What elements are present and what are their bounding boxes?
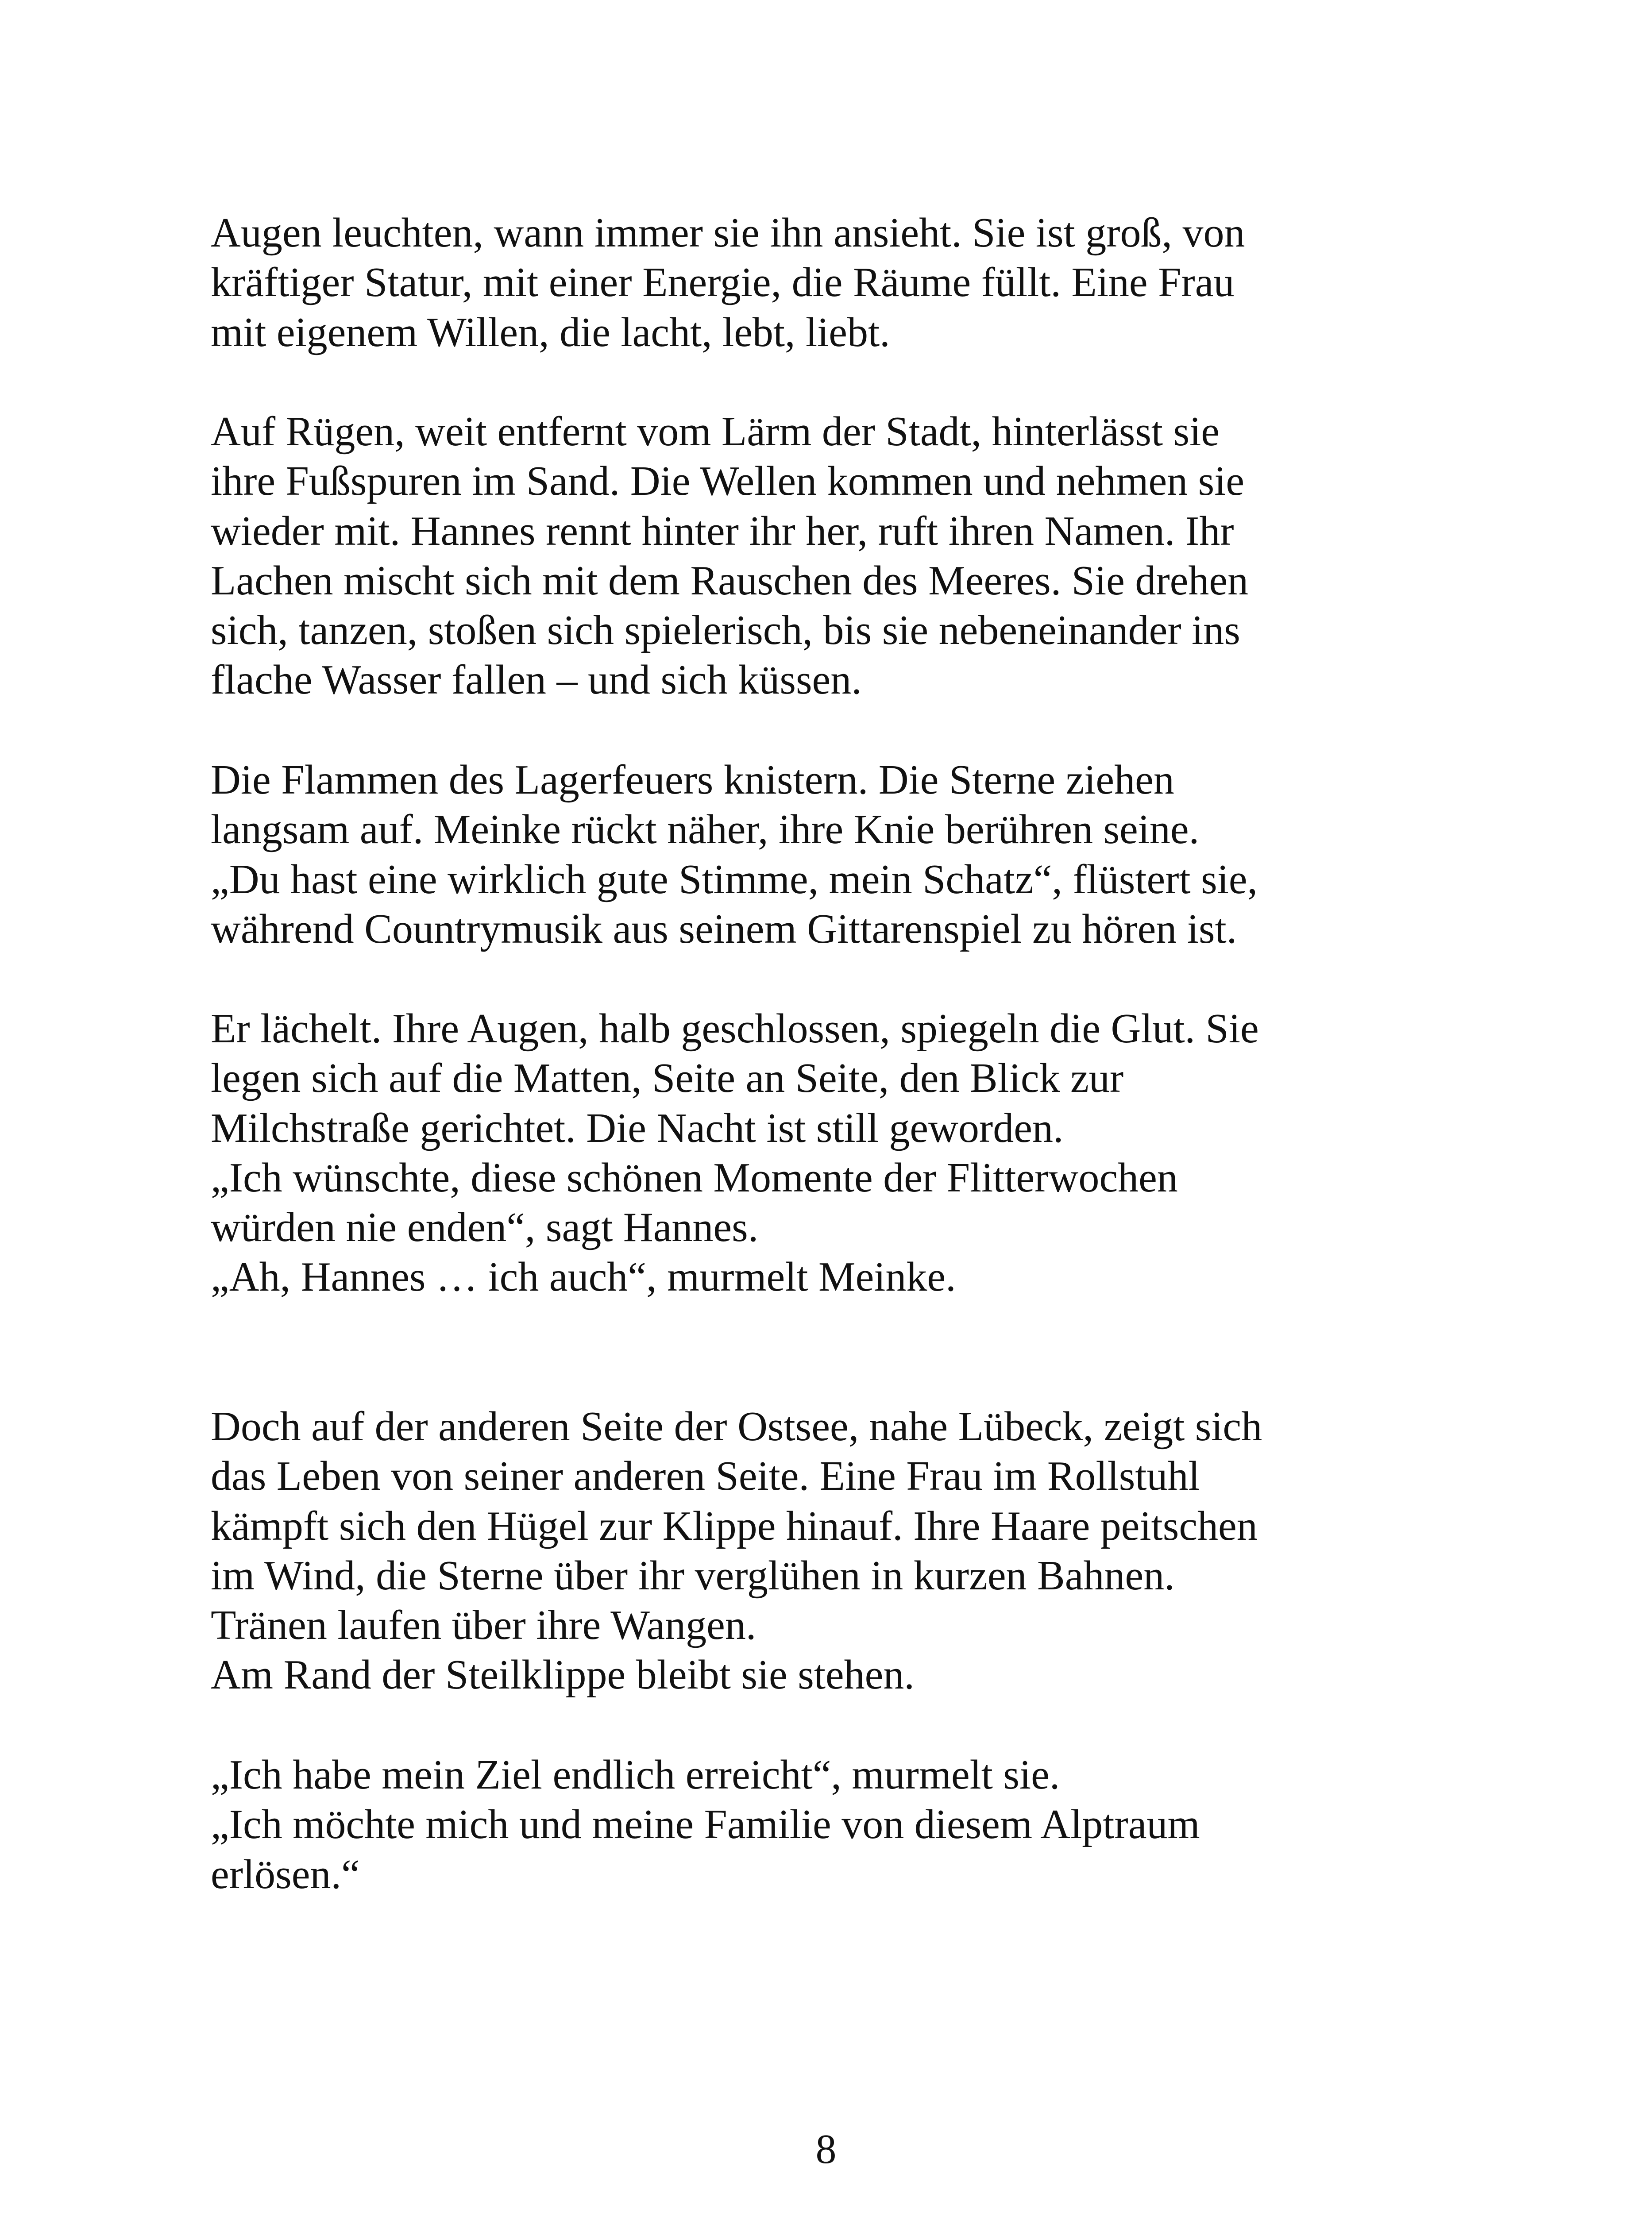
text-line: wieder mit. Hannes rennt hinter ihr her, ruft ihren Namen. Ihr bbox=[211, 508, 1234, 554]
paragraph-5 bbox=[211, 1402, 1565, 1700]
paragraph-1 bbox=[211, 208, 1565, 357]
text-line: würden nie enden“, sagt Hannes. bbox=[211, 1204, 759, 1251]
text-line: mit eigenem Willen, die lacht, lebt, liebt. bbox=[211, 309, 890, 355]
text-line: während Countrymusik aus seinem Gittarenspiel zu hören ist. bbox=[211, 906, 1237, 952]
text-line: Er lächelt. Ihre Augen, halb geschlossen, spiegeln die Glut. Sie bbox=[211, 1006, 1259, 1052]
text-line: Am Rand der Steilklippe bleibt sie stehen. bbox=[211, 1652, 915, 1698]
text-line: „Ich möchte mich und meine Familie von diesem Alptraum bbox=[211, 1801, 1200, 1848]
text-line: das Leben von seiner anderen Seite. Eine Frau im Rollstuhl bbox=[211, 1453, 1200, 1500]
text-line: „Ah, Hannes … ich auch“, murmelt Meinke. bbox=[211, 1254, 956, 1300]
text-line: kräftiger Statur, mit einer Energie, die Räume füllt. Eine Frau bbox=[211, 259, 1235, 306]
text-line: langsam auf. Meinke rückt näher, ihre Knie berühren seine. bbox=[211, 806, 1200, 853]
paragraph-4 bbox=[211, 1004, 1565, 1302]
text-line: „Du hast eine wirklich gute Stimme, mein Schatz“, flüstert sie, bbox=[211, 856, 1258, 902]
text-line: Tränen laufen über ihre Wangen. bbox=[211, 1602, 757, 1649]
paragraph-6 bbox=[211, 1750, 1565, 1899]
text-line: Lachen mischt sich mit dem Rauschen des Meeres. Sie drehen bbox=[211, 557, 1249, 604]
text-line: legen sich auf die Matten, Seite an Seite, den Blick zur bbox=[211, 1055, 1124, 1102]
text-line: „Ich wünschte, diese schönen Momente der Flitterwochen bbox=[211, 1154, 1178, 1201]
text-line: kämpft sich den Hügel zur Klippe hinauf. Ihre Haare peitschen bbox=[211, 1503, 1258, 1549]
text-line: erlösen.“ bbox=[211, 1851, 360, 1897]
text-line: Augen leuchten, wann immer sie ihn ansieht. Sie ist groß, von bbox=[211, 210, 1245, 256]
paragraph-3 bbox=[211, 755, 1565, 954]
text-line: flache Wasser fallen – und sich küssen. bbox=[211, 657, 862, 703]
text-line: Milchstraße gerichtet. Die Nacht ist still geworden. bbox=[211, 1105, 1064, 1151]
text-line: „Ich habe mein Ziel endlich erreicht“, murmelt sie. bbox=[211, 1752, 1060, 1798]
text-line: Auf Rügen, weit entfernt vom Lärm der Stadt, hinterlässt sie bbox=[211, 409, 1220, 455]
text-line: sich, tanzen, stoßen sich spielerisch, bis sie nebeneinander ins bbox=[211, 607, 1240, 654]
text-line: Doch auf der anderen Seite der Ostsee, nahe Lübeck, zeigt sich bbox=[211, 1403, 1262, 1450]
text-line: ihre Fußspuren im Sand. Die Wellen kommen und nehmen sie bbox=[211, 458, 1245, 505]
page-number: 8 bbox=[815, 2126, 837, 2172]
paragraph-2 bbox=[211, 407, 1565, 705]
text-line: im Wind, die Sterne über ihr verglühen in kurzen Bahnen. bbox=[211, 1552, 1175, 1599]
text-line: Die Flammen des Lagerfeuers knistern. Die Sterne ziehen bbox=[211, 757, 1174, 803]
